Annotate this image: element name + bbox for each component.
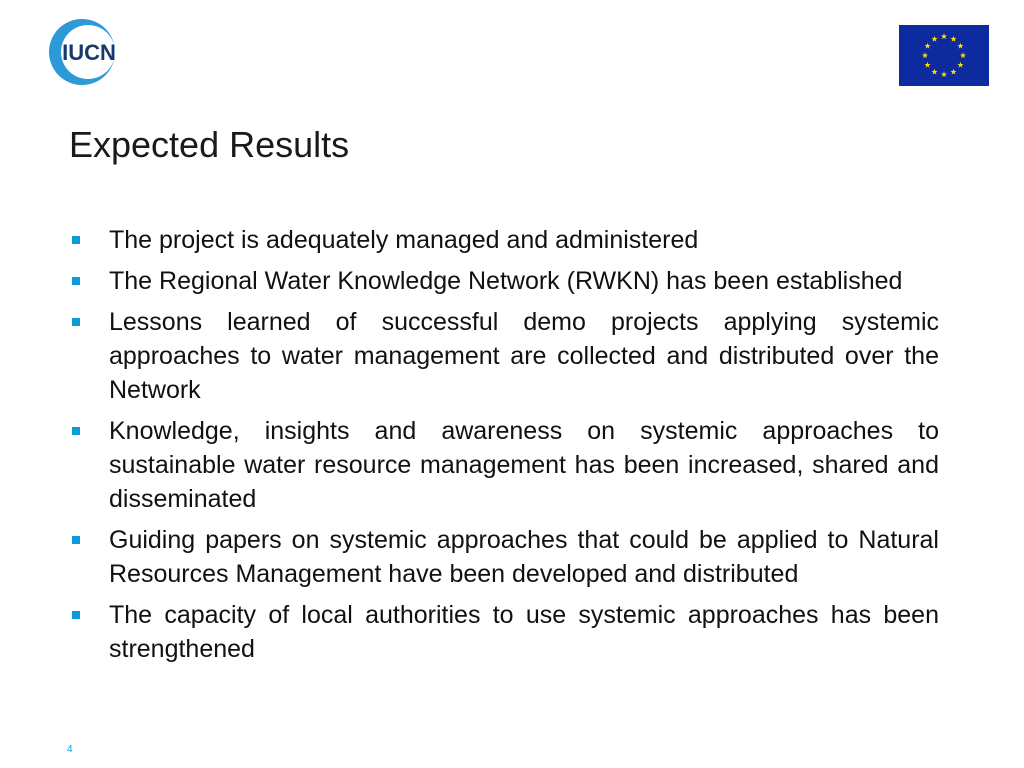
bullet-item bbox=[69, 264, 939, 298]
bullet-item bbox=[69, 598, 939, 666]
logo-text: IUCN bbox=[62, 40, 116, 65]
page-number: 4 bbox=[67, 744, 73, 755]
bullet-text: The capacity of local authorities to use systemic approaches has been strengthened bbox=[109, 601, 939, 663]
bullet-item bbox=[69, 523, 939, 591]
bullet-text: Guiding papers on systemic approaches that could be applied to Natural Resources Management have been developed and distributed bbox=[109, 526, 939, 588]
bullet-list bbox=[69, 223, 939, 673]
iucn-logo bbox=[46, 16, 120, 88]
bullet-marker-icon bbox=[72, 427, 80, 435]
bullet-text: The project is adequately managed and administered bbox=[109, 226, 699, 254]
bullet-item bbox=[69, 305, 939, 407]
bullet-text: Lessons learned of successful demo projects applying systemic approaches to water management are collected and distributed over the Network bbox=[109, 308, 939, 404]
bullet-item bbox=[69, 223, 939, 257]
bullet-text: Knowledge, insights and awareness on systemic approaches to sustainable water resource management has been increased, shared and disseminated bbox=[109, 417, 939, 513]
bullet-marker-icon bbox=[72, 611, 80, 619]
bullet-item bbox=[69, 414, 939, 516]
bullet-marker-icon bbox=[72, 277, 80, 285]
slide-title: Expected Results bbox=[69, 124, 350, 165]
bullet-marker-icon bbox=[72, 318, 80, 326]
bullet-marker-icon bbox=[72, 536, 80, 544]
eu-flag-icon bbox=[899, 25, 989, 86]
bullet-marker-icon bbox=[72, 236, 80, 244]
bullet-text: The Regional Water Knowledge Network (RWKN) has been established bbox=[109, 267, 903, 295]
